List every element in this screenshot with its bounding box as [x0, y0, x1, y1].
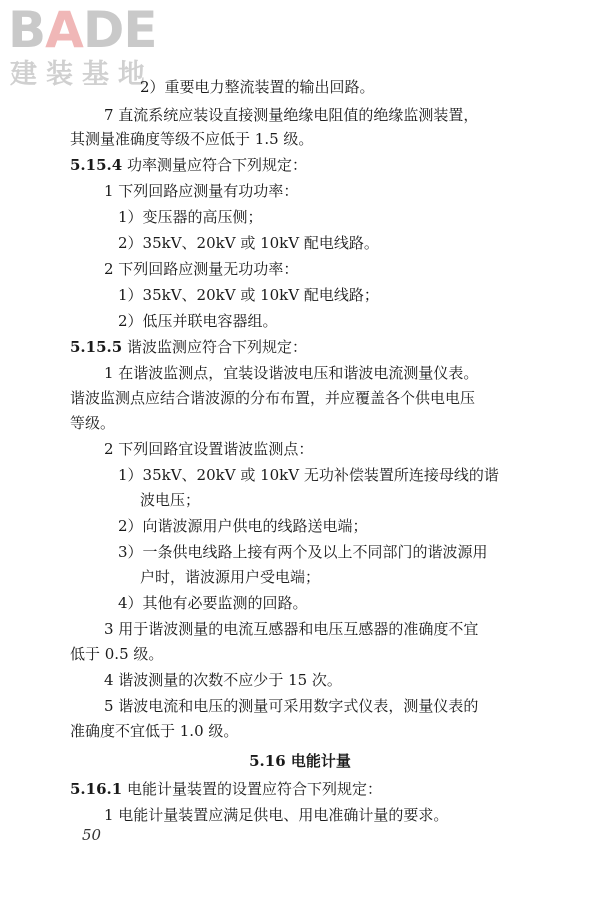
clause-line: [70, 338, 307, 356]
item-line: 7 直流系统应装设直接测量绝缘电阻值的绝缘监测装置，: [104, 106, 479, 124]
sub-item-line: 2）35kV、20kV 或 10kV 配电线路。: [118, 234, 379, 252]
continuation-line: 户时，谐波源用户受电端；: [140, 568, 321, 586]
item-line: 1 下列回路应测量有功功率：: [104, 182, 299, 200]
clause-text: 电能计量装置的设置应符合下列规定：: [126, 780, 382, 798]
item-line: 2 下列回路宜设置谐波监测点：: [104, 440, 314, 458]
sub-item-line: 4）其他有必要监测的回路。: [118, 594, 308, 612]
clause-line: [70, 156, 307, 174]
sub-item-line: 1）变压器的高压侧；: [118, 208, 263, 226]
watermark-chinese: 建装基地: [10, 59, 154, 90]
sub-item-line: 1）35kV、20kV 或 10kV 无功补偿装置所连接母线的谐: [118, 466, 499, 484]
continuation-line: 准确度不宜低于 1.0 级。: [70, 722, 239, 740]
item-line: 3 用于谐波测量的电流互感器和电压互感器的准确度不宜: [104, 620, 479, 638]
sub-item-line: 2）向谐波源用户供电的线路送电端；: [118, 517, 368, 535]
clause-number: 5.15.4: [70, 156, 123, 174]
continuation-line: 其测量准确度等级不应低于 1.5 级。: [70, 130, 314, 148]
sub-item-line: 1）35kV、20kV 或 10kV 配电线路；: [118, 286, 379, 304]
clause-line: [70, 780, 382, 798]
item-line: 4 谐波测量的次数不应少于 15 次。: [104, 671, 342, 689]
clause-number: 5.16.1: [70, 780, 123, 798]
section-heading: 5.16 电能计量: [249, 752, 351, 770]
watermark-latin: BADE: [8, 1, 157, 59]
continuation-line: 谐波监测点应结合谐波源的分布布置，并应覆盖各个供电电压: [70, 389, 476, 407]
continuation-line: 波电压；: [140, 491, 201, 509]
item-line: 1 电能计量装置应满足供电、用电准确计量的要求。: [104, 806, 449, 824]
clause-number: 5.15.5: [70, 338, 123, 356]
sub-item-line: 2）重要电力整流装置的输出回路。: [140, 78, 375, 96]
item-line: 5 谐波电流和电压的测量可采用数字式仪表，测量仪表的: [104, 697, 479, 715]
continuation-line: 低于 0.5 级。: [70, 645, 164, 663]
item-line: 2 下列回路应测量无功功率：: [104, 260, 299, 278]
clause-text: 功率测量应符合下列规定：: [126, 156, 307, 174]
continuation-line: 等级。: [70, 414, 116, 432]
item-line: 1 在谐波监测点，宜装设谐波电压和谐波电流测量仪表。: [104, 364, 479, 382]
sub-item-line: 2）低压并联电容器组。: [118, 312, 278, 330]
clause-text: 谐波监测应符合下列规定：: [126, 338, 307, 356]
sub-item-line: 3）一条供电线路上接有两个及以上不同部门的谐波源用: [118, 543, 488, 561]
page-number: 50: [82, 826, 102, 844]
